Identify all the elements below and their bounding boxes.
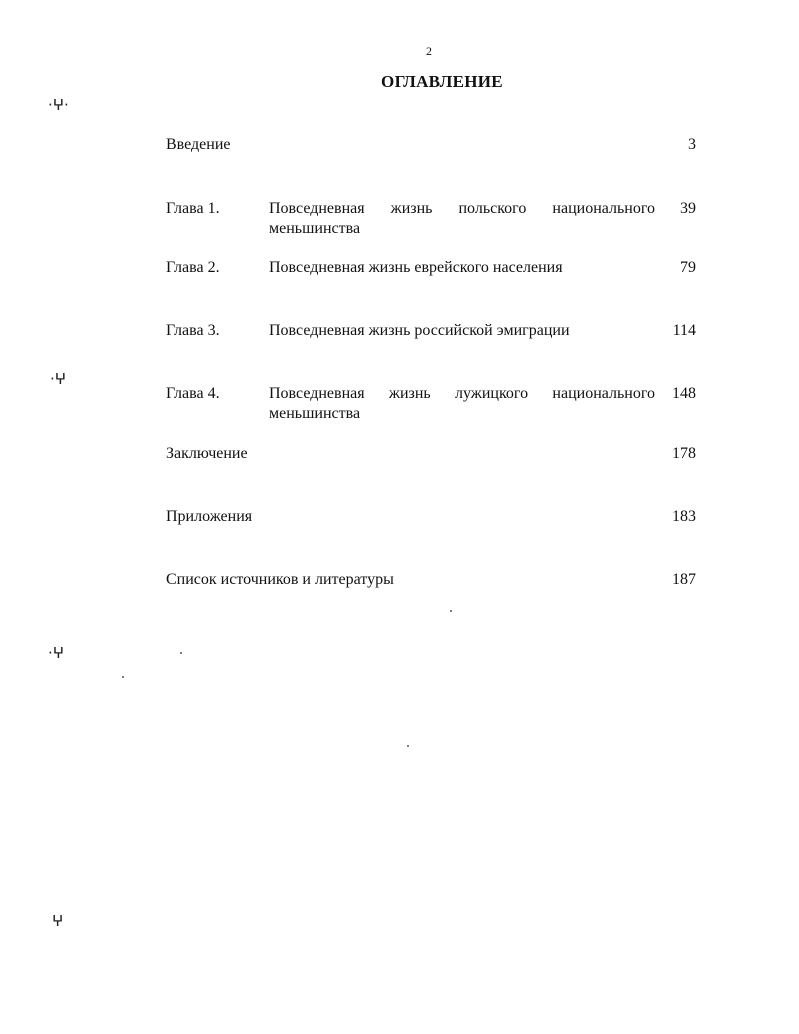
toc-chapter-label: Глава 4. [166, 385, 220, 402]
scan-artifact-mark: ·ⵖ [48, 644, 65, 662]
toc-chapter-title: Повседневная жизнь лужицкого национального меньшинства [269, 385, 655, 422]
toc-entry-label: Введение [166, 136, 231, 153]
page-title: ОГЛАВЛЕНИЕ [381, 72, 503, 91]
toc-chapter-label: Глава 1. [166, 200, 220, 217]
scan-speck [450, 610, 452, 612]
toc-chapter-title: Повседневная жизнь польского национального меньшинства [269, 200, 655, 237]
toc-entry-page: 178 [672, 445, 696, 462]
toc-chapter-label: Глава 3. [166, 322, 220, 339]
scan-artifact-mark: ⵖ [52, 912, 64, 930]
toc-entry-page: 114 [672, 322, 696, 339]
page-number: 2 [426, 44, 432, 58]
scan-speck [407, 745, 409, 747]
toc-entry-label: Список источников и литературы [166, 571, 394, 588]
toc-chapter-label: Глава 2. [166, 259, 220, 276]
toc-entry-label: Заключение [166, 445, 248, 462]
toc-chapter-title: Повседневная жизнь российской эмиграции [269, 322, 570, 339]
toc-entry-page: 187 [672, 571, 696, 588]
scan-speck [122, 676, 124, 678]
toc-chapter-title: Повседневная жизнь еврейского населения [269, 259, 563, 276]
toc-entry-page: 148 [672, 385, 696, 402]
toc-entry-label: Приложения [166, 508, 253, 525]
scan-speck [180, 652, 182, 654]
toc-entry-page: 39 [680, 200, 696, 217]
scan-artifact-mark: ·ⵖ [50, 370, 67, 388]
toc-entry-page: 79 [680, 259, 696, 276]
scan-artifact-mark: ·ⵖ· [48, 96, 69, 114]
toc-entry-page: 183 [672, 508, 696, 525]
toc-entry-page: 3 [688, 136, 696, 153]
